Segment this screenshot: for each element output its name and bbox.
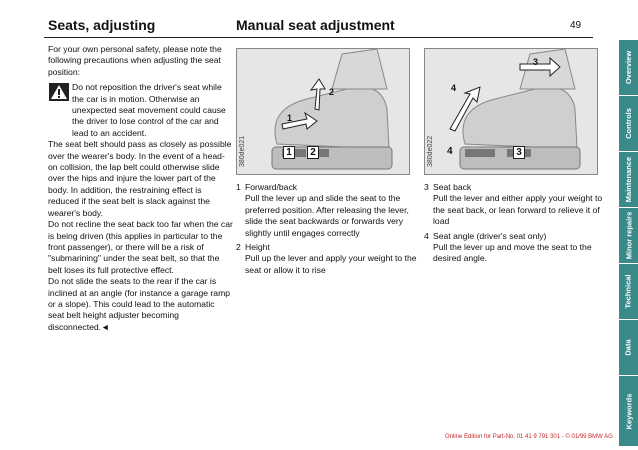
step-title: Height	[245, 242, 270, 253]
tab-overview[interactable]: Overview	[619, 40, 638, 96]
steps-right	[424, 182, 606, 268]
step-title: Seat angle (driver's seat only)	[433, 230, 547, 241]
step-title: Forward/back	[245, 182, 298, 192]
chapter-tabs	[619, 40, 638, 450]
seat-figure-1	[236, 48, 410, 175]
intro-text: For your own personal safety, please note the following precautions when adjusting the seat position:	[48, 44, 222, 77]
step-number: 2	[236, 242, 241, 253]
step-text: Pull up the lever and apply your weight to the seat or allow it to rise	[245, 253, 417, 275]
callout-1a: 1	[283, 146, 295, 159]
step-1	[236, 182, 418, 239]
step-2	[236, 242, 418, 276]
warning-text: Do not reposition the driver's seat while the car is in motion. Otherwise an unexpected seat movement could cause the driver to lose control of the car and lead to an accident.	[72, 82, 226, 138]
tab-minor-repairs[interactable]: Minor repairs	[619, 208, 638, 264]
steps-left	[236, 182, 418, 279]
figure-code-2: 380de022	[427, 135, 434, 167]
page-title: Manual seat adjustment	[236, 17, 395, 33]
step-title: Seat back	[433, 182, 472, 192]
step-text: Pull the lever up and slide the seat to the preferred position. After releasing the lever, slide the seat backwards or forwards very slightly until engages correctly	[245, 193, 409, 238]
tab-technical[interactable]: Technical	[619, 264, 638, 320]
callout-4b: 4	[447, 146, 453, 157]
tab-data[interactable]: Data	[619, 320, 638, 376]
tab-keywords[interactable]: Keywords	[619, 376, 638, 447]
tab-controls[interactable]: Controls	[619, 96, 638, 152]
step-3	[424, 182, 606, 228]
callout-2b: 2	[329, 87, 335, 97]
callout-3b: 3	[513, 146, 525, 159]
step-text: Pull the lever and either apply your weight to the seat back, or lean forward to relieve it of load	[433, 193, 603, 227]
section-title: Seats, adjusting	[48, 17, 156, 33]
step-number: 3	[424, 182, 429, 192]
precautions-column	[48, 44, 233, 333]
step-4	[424, 231, 606, 265]
seat-figure-2	[424, 48, 598, 175]
figure-code-1: 380de021	[239, 135, 246, 167]
warning-block	[48, 82, 233, 139]
callout-2a: 2	[307, 146, 319, 159]
tab-maintenance[interactable]: Maintenance	[619, 152, 638, 208]
callout-3a: 3	[533, 57, 539, 67]
step-number: 4	[424, 230, 429, 241]
seat-belt-paragraph: The seat belt should pass as closely as possible over the wearer's body. In the event of a head-on collision, the lap belt could otherwise slide over the hips and injure the lower part of the body. In addition, the restraining effect is reduced if the seat belt is slack against the wearer's body.	[48, 139, 232, 218]
callout-4a: 4	[451, 83, 457, 93]
header-rule	[44, 37, 593, 38]
slope-paragraph: Do not slide the seats to the rear if the car is inclined at an angle (for instance a garage ramp or a slope). This could lead to the automatic seat belt height adjuster becoming disconnected.◄	[48, 276, 231, 332]
footer-edition: Online Edition for Part-No. 01 41 9 791 301 - © 01/99 BMW AG	[445, 434, 613, 440]
page-number: 49	[570, 20, 582, 31]
seat-illustration-1	[237, 49, 409, 174]
warning-triangle-icon	[49, 83, 69, 101]
callout-1b: 1	[287, 113, 293, 123]
step-number: 1	[236, 182, 241, 192]
recline-paragraph: Do not recline the seat back too far when the car is being driven (this applies in particular to the front passenger), or there will be a risk of "submarining" under the seat belt, so that the belt loses its full protective effect.	[48, 219, 233, 275]
step-text: Pull the lever up and move the seat to the desired angle.	[433, 242, 592, 264]
